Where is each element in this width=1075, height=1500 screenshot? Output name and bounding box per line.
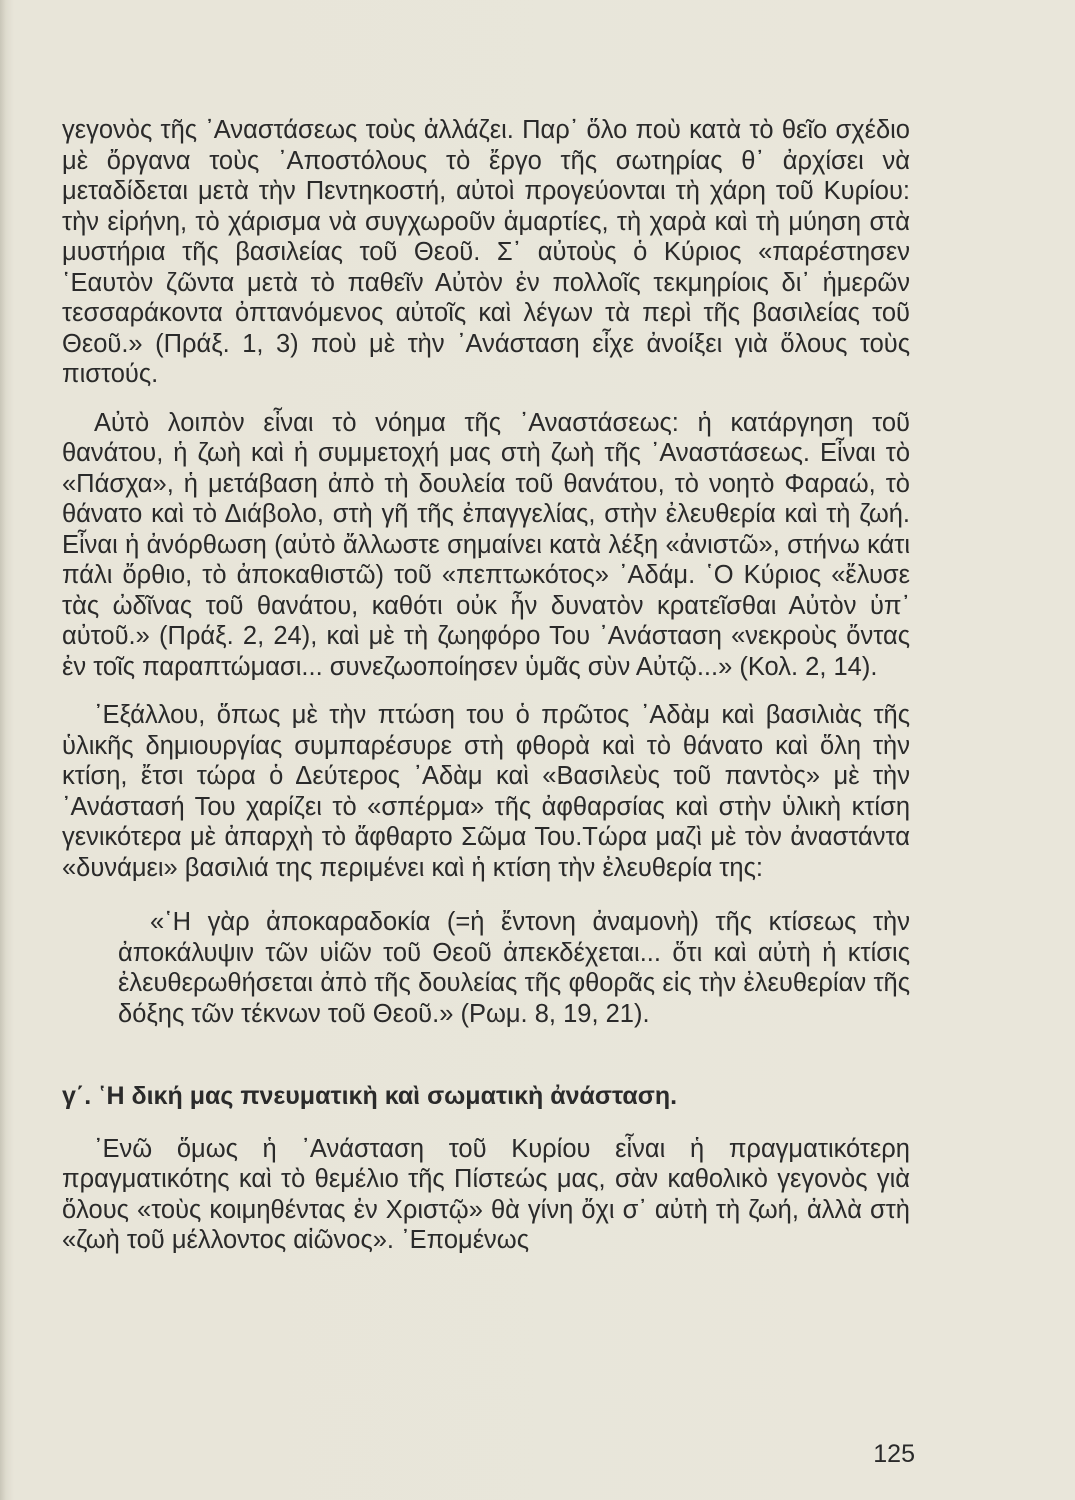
paragraph-2: Αὐτὸ λοιπὸν εἶναι τὸ νόημα τῆς ᾿Αναστάσεως: ἡ κατάργηση τοῦ θανάτου, ἡ ζωὴ καὶ ἡ συμμετοχή μας στὴ ζωὴ τῆς ᾿Αναστάσεως. Εἶναι τὸ «Πάσχα», ἡ μετάβαση ἀπὸ τὴ δουλεία τοῦ θανάτου, τὸ νοητὸ Φαραώ, τὸ θάνατο καὶ τὸ Διάβολο, στὴ γῆ τῆς ἐπαγγελίας, στὴν ἐλευθερία καὶ τὴ ζωή. Εἶναι ἡ ἀνόρθωση (αὐτὸ ἄλλωστε σημαίνει κατὰ λέξη «ἀνιστῶ», στήνω κάτι πάλι ὄρθιο, τὸ ἀποκαθιστῶ) τοῦ «πεπτωκότος» ᾿Αδάμ. ῾Ο Κύριος «ἔλυσε τὰς ὠδῖνας τοῦ θανάτου, καθότι οὐκ ἦν δυνατὸν κρατεῖσθαι Αὐτὸν ὑπ᾿ αὐτοῦ.» (Πράξ. 2, 24), καὶ μὲ τὴ ζωηφόρο Του ᾿Ανάσταση «νεκροὺς ὄντας ἐν τοῖς παραπτώμασι... συνεζωοποίησεν ὑμᾶς σὺν Αὐτῷ...» (Κολ. 2, 14). [62, 408, 910, 681]
section-heading: γ΄. ῾Η δική μας πνευματικὴ καὶ σωματικὴ ἀνάσταση. [62, 1082, 678, 1110]
final-paragraph: ᾿Ενῶ ὅμως ἡ ᾿Ανάσταση τοῦ Κυρίου εἶναι ἡ πραγματικότερη πραγματικότης καὶ τὸ θεμέλιο τῆς Πίστεώς μας, σὰν καθολικὸ γεγονὸς γιὰ ὅλους «τοὺς κοιμηθέντας ἐν Χριστῷ» θὰ γίνη ὄχι σ᾿ αὐτὴ τὴ ζωή, ἀλλὰ στὴ «ζωὴ τοῦ μέλλοντος αἰῶνος». ᾿Επομένως [62, 1134, 910, 1254]
page-body [62, 115, 910, 1256]
paragraph-3: ᾿Εξάλλου, ὅπως μὲ τὴν πτώση του ὁ πρῶτος ᾿Αδὰμ καὶ βασιλιὰς τῆς ὑλικῆς δημιουργίας συμπαρέσυρε στὴ φθορὰ καὶ τὸ θάνατο καὶ ὅλη τὴν κτίση, ἔτσι τώρα ὁ Δεύτερος ᾿Αδὰμ καὶ «Βασιλεὺς τοῦ παντὸς» μὲ τὴν ᾿Ανάστασή Του χαρίζει τὸ «σπέρμα» τῆς ἀφθαρσίας καὶ στὴν ὑλικὴ κτίση γενικότερα μὲ ἀπαρχὴ τὸ ἄφθαρτο Σῶμα Του.Τώρα μαζὶ μὲ τὸν ἀναστάντα «δυνάμει» βασιλιά της περιμένει καὶ ἡ κτίση τὴν ἐλευθερία της: [62, 701, 910, 882]
scripture-quote: «῾Η γὰρ ἀποκαραδοκία (=ἡ ἔντονη ἀναμονὴ) τῆς κτίσεως τὴν ἀποκάλυψιν τῶν υἱῶν τοῦ Θεοῦ ἀπεκδέχεται... ὅτι καὶ αὐτὴ ἡ κτίσις ἐλευθερωθήσεται ἀπὸ τῆς δουλείας τῆς φθορᾶς εἰς τὴν ἐλευθερίαν τῆς δόξης τῶν τέκνων τοῦ Θεοῦ.» (Ρωμ. 8, 19, 21). [118, 908, 910, 1028]
page-number: 125 [873, 1440, 915, 1468]
paragraph-1: γεγονὸς τῆς ᾿Αναστάσεως τοὺς ἀλλάζει. Παρ᾿ ὅλο ποὺ κατὰ τὸ θεῖο σχέδιο μὲ ὄργανα τοὺς ᾿Αποστόλους τὸ ἔργο τῆς σωτηρίας θ᾿ ἀρχίσει νὰ μεταδίδεται μετὰ τὴν Πεντηκοστή, αὐτοὶ προγεύονται τὴ χάρη τοῦ Κυρίου: τὴν εἰρήνη, τὸ χάρισμα νὰ συγχωροῦν ἁμαρτίες, τὴ χαρὰ καὶ τὴ μύηση στὰ μυστήρια τῆς βασιλείας τοῦ Θεοῦ. Σ᾿ αὐτοὺς ὁ Κύριος «παρέστησεν ῾Εαυτὸν ζῶντα μετὰ τὸ παθεῖν Αὐτὸν ἐν πολλοῖς τεκμηρίοις δι᾿ ἡμερῶν τεσσαράκοντα ὀπτανόμενος αὐτοῖς καὶ λέγων τὰ περὶ τῆς βασιλείας τοῦ Θεοῦ.» (Πράξ. 1, 3) ποὺ μὲ τὴν ᾿Ανάσταση εἶχε ἀνοίξει γιὰ ὅλους τοὺς πιστούς. [62, 116, 910, 388]
